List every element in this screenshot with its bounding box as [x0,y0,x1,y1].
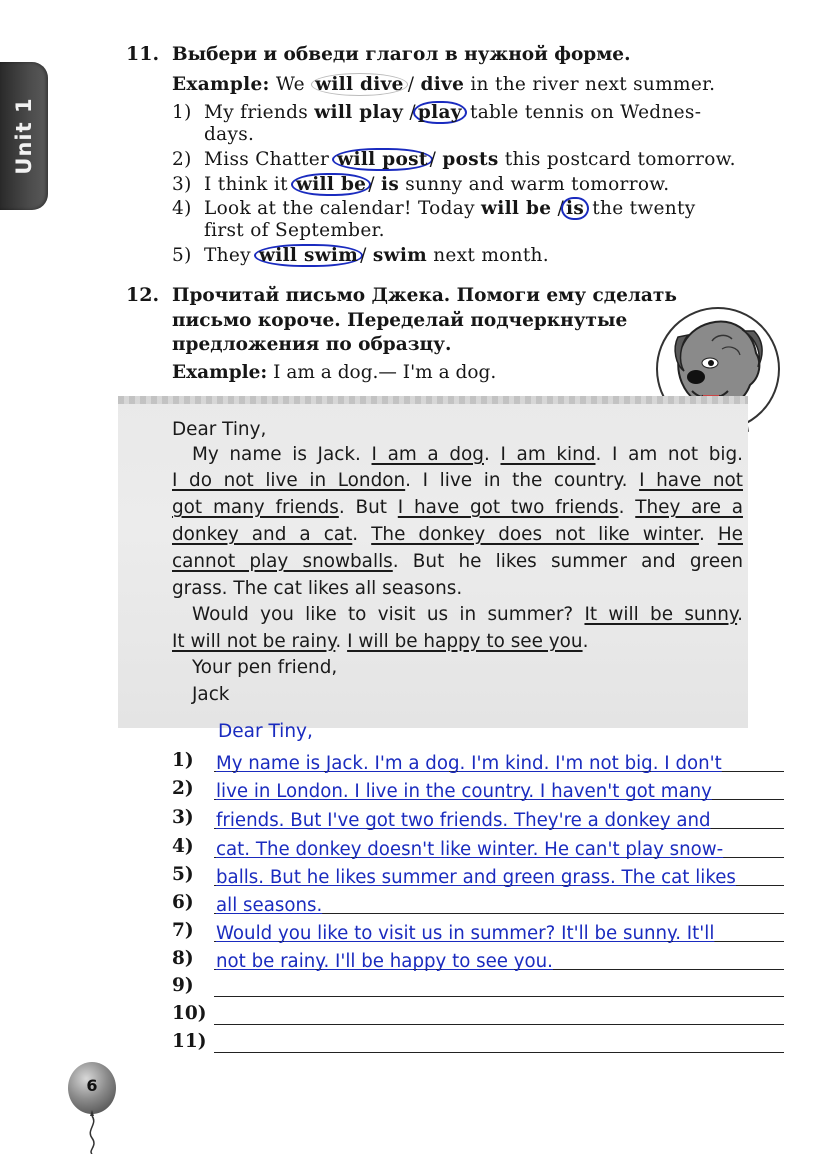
item-number: 5) [172,245,192,266]
answer-line-7[interactable] [172,916,784,944]
letter-text: . But [338,497,387,518]
letter-text: . [737,604,743,625]
answer-line-1[interactable] [172,746,784,774]
answer-line-5[interactable] [172,860,784,888]
letter-signature: Jack [192,684,230,705]
exercise-11-item-1-cont: days. [204,124,255,145]
letter-text: . [698,524,705,545]
answer-line-6[interactable] [172,888,784,916]
page-number: 6 [86,1076,98,1095]
answer-line-10[interactable] [172,999,784,1027]
item-option-2[interactable]: posts [442,149,499,170]
answer-text: balls. But he likes summer and green grass. The cat likes [216,867,736,888]
item-sep: / [557,198,565,219]
exercise-12-task-line-2: письмо короче. Переделай подчеркнутые [172,310,628,331]
exercise-11-item-3 [172,173,669,196]
letter-line-5 [172,551,743,572]
letter-text: . I live in the country. [405,470,628,491]
answer-text: live in London. I live in the country. I haven't got many [216,781,712,802]
answer-text: cat. The donkey doesn't like winter. He can't play snow- [216,839,724,860]
letter-underlined: donkey and a cat [172,524,353,545]
example-option-2: dive [420,74,465,95]
letter-text: My name is Jack. [192,444,361,465]
letter-underlined: I do not live in London [172,470,406,491]
letter-line-7 [172,604,743,625]
letter-line-8 [172,631,588,652]
exercise-11-item-4-cont: first of September. [204,220,385,241]
letter-underlined: He [717,524,743,545]
item-sep: / [429,149,437,170]
answer-line-number: 4) [172,836,194,857]
page-number-balloon [68,1062,116,1114]
answer-line-number: 6) [172,892,194,913]
answer-line-number: 2) [172,778,194,799]
exercise-11-example [172,74,715,95]
exercise-11-title: Выбери и обведи глагол в нужной форме. [172,44,631,65]
item-pre: I think it [204,174,288,195]
exercise-11-item-4 [172,197,695,220]
item-sep: / [368,174,375,195]
exercise-11-number: 11. [126,43,160,65]
answer-line-number: 1) [172,750,194,771]
item-post: next month. [433,245,549,266]
item-pre: My friends [204,102,309,123]
item-number: 3) [172,174,192,195]
letter-underlined: It will be sunny [584,604,738,625]
exercise-11-item-2 [172,148,736,171]
item-post: the twenty [592,198,696,219]
letter-text: . [335,631,342,652]
answer-text: My name is Jack. I'm a dog. I'm kind. I'm not big. I don't [216,753,722,774]
answer-rule [214,1024,784,1025]
answer-line-number: 7) [172,920,194,941]
item-number: 2) [172,149,192,170]
letter-underlined: cannot play snowballs [172,551,393,572]
item-option-2[interactable]: is [381,174,400,195]
letter-line-3 [172,497,743,518]
exercise-12-task-line-1: Прочитай письмо Джека. Помоги ему сделать [172,285,677,306]
letter-underlined: The donkey does not like winter [371,524,699,545]
example-text: I am a dog.— I'm a dog. [273,362,497,383]
letter-underlined: I will be happy to see you [347,631,583,652]
item-option-1-circled[interactable]: will post [332,148,432,171]
letter-underlined: got many friends [172,497,339,518]
example-label: Example: [172,362,268,383]
answer-line-number: 10) [172,1003,207,1024]
answer-rule [214,1052,784,1053]
letter-text: . [582,631,589,652]
answer-line-number: 5) [172,864,194,885]
answer-line-number: 11) [172,1031,207,1052]
letter-text: Would you like to visit us in summer? [192,604,574,625]
item-sep: / [409,102,416,123]
letter-line-6: grass. The cat likes all seasons. [172,578,463,599]
example-pre: We [275,74,305,95]
letter-text: . But he likes summer and green [392,551,744,572]
exercise-12-task-line-3: предложения по образцу. [172,334,452,355]
example-option-1: will dive [311,73,408,96]
example-sep: / [407,74,415,95]
item-option-2[interactable]: swim [372,245,428,266]
item-option-1-circled[interactable]: will swim [254,244,363,267]
item-option-1[interactable]: will play [314,102,404,123]
letter-text: . [483,444,490,465]
letter-underlined: I am a dog [371,444,484,465]
answer-text: friends. But I've got two friends. They're a donkey and [216,810,711,831]
letter-underlined: I have got two friends [397,497,619,518]
letter-line-4 [172,524,743,545]
answer-line-3[interactable] [172,803,784,831]
item-post: sunny and warm tomorrow. [405,174,670,195]
answer-line-4[interactable] [172,832,784,860]
item-sep: / [360,245,367,266]
letter-text: . I am not big. [595,444,743,465]
exercise-11-item-1 [172,101,701,124]
letter-underlined: It will not be rainy [172,631,336,652]
balloon-string-icon [78,1110,108,1154]
letter-underlined: They are a [635,497,743,518]
letter-line-2 [172,470,743,491]
item-option-2-circled[interactable]: is [561,197,589,220]
answer-heading: Dear Tiny, [218,721,313,742]
exercise-12-number: 12. [126,284,160,306]
letter-greeting: Dear Tiny, [172,419,267,440]
item-option-1[interactable]: will be [481,198,552,219]
unit-tab [0,62,48,210]
letter-underlined: I have not [639,470,743,491]
item-option-1-circled[interactable]: will be [291,173,371,196]
exercise-12-example [172,362,496,383]
item-option-2-circled[interactable]: play [413,101,467,124]
letter-text: . [352,524,359,545]
answer-line-number: 3) [172,807,194,828]
answer-text: Would you like to visit us in summer? It'll be sunny. It'll [216,923,715,944]
item-number: 4) [172,198,192,219]
answer-line-11[interactable] [172,1027,784,1055]
item-pre: Miss Chatter [204,149,330,170]
unit-tab-label: Unit 1 [12,97,36,175]
item-post: table tennis on Wednes- [469,102,702,123]
letter-text: . [618,497,625,518]
answer-line-number: 9) [172,975,194,996]
item-post: this postcard tomorrow. [504,149,736,170]
example-label: Example: [172,74,270,95]
item-pre: Look at the calendar! Today [204,198,475,219]
answer-rule [214,996,784,997]
answer-line-2[interactable] [172,774,784,802]
letter-underlined: I am kind [500,444,596,465]
example-post: in the river next summer. [470,74,716,95]
item-number: 1) [172,102,192,123]
answer-text: all seasons. [216,895,323,916]
exercise-11-item-5 [172,244,549,267]
answer-line-number: 8) [172,948,194,969]
letter-closing: Your pen friend, [192,657,338,678]
answer-line-9[interactable] [172,971,784,999]
answer-text: not be rainy. I'll be happy to see you. [216,951,553,972]
item-pre: They [204,245,251,266]
answer-line-8[interactable] [172,944,784,972]
letter-line-1 [172,444,743,465]
